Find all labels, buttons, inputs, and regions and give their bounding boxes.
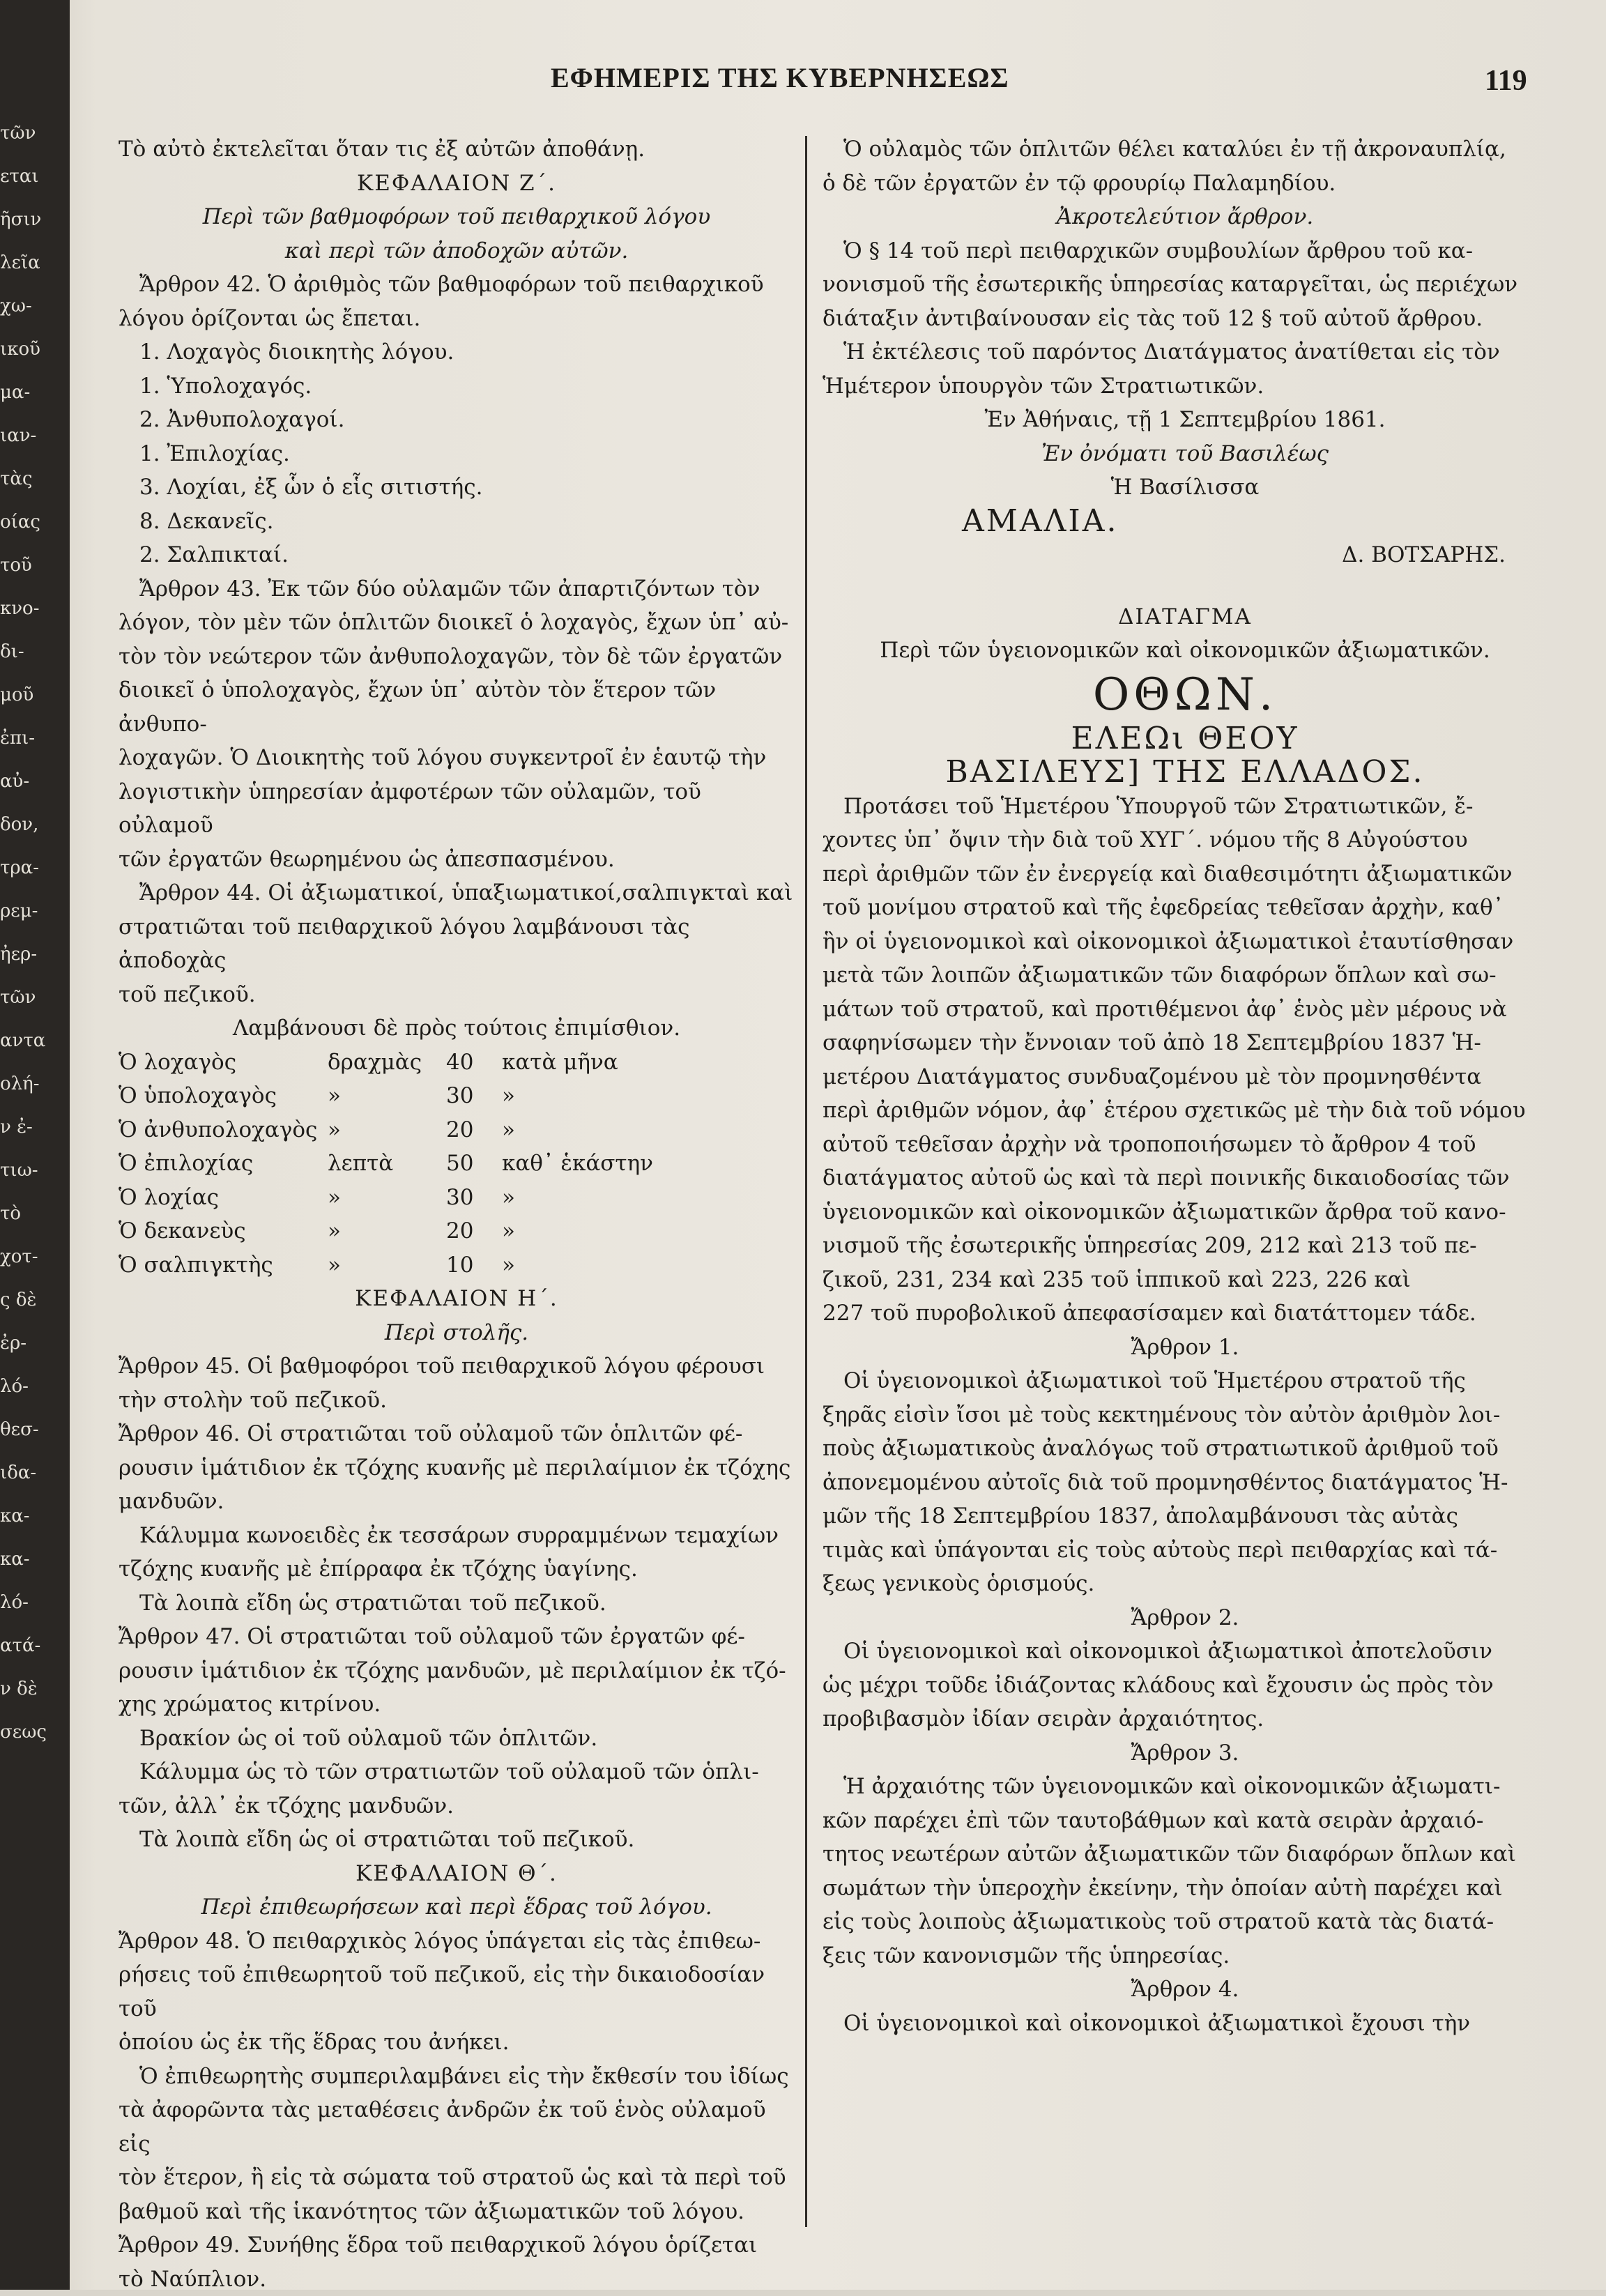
text-line: ζικοῦ, 231, 234 καὶ 235 τοῦ ἱππικοῦ καὶ 223, 226 καὶ — [823, 1263, 1547, 1297]
pay-intro: Λαμβάνουσι δὲ πρὸς τούτοις ἐπιμίσθιον. — [118, 1011, 795, 1046]
chapter-heading: ΚΕΦΑΛΑΙΟΝ Η΄. — [118, 1282, 795, 1316]
margin-fragment: χοτ- — [0, 1235, 49, 1278]
pay-amount: 30 — [446, 1079, 502, 1113]
text-line: μάτων τοῦ στρατοῦ, καὶ προτιθέμενοι ἀφ᾿ ἑνὸς μὲν μέρους νὰ — [823, 993, 1547, 1027]
article-text: Ἄρθρον 46. Οἱ στρατιῶται τοῦ οὐλαμοῦ τῶν ὁπλιτῶν φέ- — [118, 1417, 795, 1451]
text-line: τητος νεωτέρων αὐτῶν ἀξιωματικῶν τῶν διαφόρων ὅπλων καὶ — [823, 1837, 1547, 1872]
pay-rank: Ὁ ὑπολοχαγὸς — [118, 1079, 328, 1113]
margin-fragment: τιω- — [0, 1149, 49, 1192]
article-text: Ἄρθρον 44. Οἱ ἀξιωματικοί, ὑπαξιωματικοί,σαλπιγκταὶ καὶ — [118, 876, 795, 910]
pay-unit: » — [328, 1248, 446, 1283]
king-name: ΟΘΩΝ. — [823, 668, 1547, 722]
margin-fragment: κα- — [0, 1538, 49, 1581]
text-line: μῶν τῆς 18 Σεπτεμβρίου 1837, ἀπολαμβάνουσι τὰς αὐτὰς — [823, 1499, 1547, 1533]
grace-line: ΕΛΕΩι ΘΕΟΥ — [823, 722, 1547, 756]
margin-fragment: ολή- — [0, 1062, 49, 1105]
margin-fragment: ῆσιν — [0, 198, 49, 241]
article-heading: Ἄρθρον 1. — [823, 1331, 1547, 1365]
margin-fragment: ικοῦ — [0, 328, 49, 371]
article-text: ρουσιν ἱμάτιδιον ἐκ τζόχης μανδυῶν, μὲ περιλαίμιον ἐκ τζό- — [118, 1654, 795, 1688]
pay-period: κατὰ μῆνα — [502, 1046, 618, 1080]
margin-fragment: μοῦ — [0, 673, 49, 717]
article-text: τῶν, ἀλλ᾿ ἐκ τζόχης μανδυῶν. — [118, 1789, 795, 1823]
article-heading: Ἀκροτελεύτιον ἄρθρον. — [823, 200, 1547, 234]
pay-unit: » — [328, 1079, 446, 1113]
pay-row — [118, 1214, 795, 1248]
article-text: χης χρώματος κιτρίνου. — [118, 1687, 795, 1722]
pay-row — [118, 1181, 795, 1215]
pay-rank: Ὁ λοχίας — [118, 1181, 328, 1215]
article-text: Ἄρθρον 48. Ὁ πειθαρχικὸς λόγος ὑπάγεται εἰς τὰς ἐπιθεω- — [118, 1924, 795, 1959]
text-line: νισμοῦ τῆς ἐσωτερικῆς ὑπηρεσίας 209, 212 καὶ 213 τοῦ πε- — [823, 1229, 1547, 1263]
margin-fragment: τοῦ — [0, 544, 49, 587]
article-text: Ὁ ἐπιθεωρητὴς συμπεριλαμβάνει εἰς τὴν ἔκθεσίν του ἰδίως — [118, 2060, 795, 2094]
text-line: ξεις τῶν κανονισμῶν τῆς ὑπηρεσίας. — [823, 1939, 1547, 1973]
margin-fragment: λεῖα — [0, 241, 49, 284]
pay-rank: Ὁ σαλπιγκτὴς — [118, 1248, 328, 1283]
list-item: 1. Ἐπιλοχίας. — [118, 437, 795, 471]
chapter-heading: ΚΕΦΑΛΑΙΟΝ Ζ΄. — [118, 167, 795, 201]
chapter-subtitle: Περὶ ἐπιθεωρήσεων καὶ περὶ ἕδρας τοῦ λόγου. — [118, 1890, 795, 1924]
text-line: ποὺς ἀξιωματικοὺς ἀναλόγως τοῦ στρατιωτικοῦ ἀριθμοῦ τοῦ — [823, 1432, 1547, 1466]
margin-fragment: κνο- — [0, 587, 49, 630]
pay-rank: Ὁ λοχαγὸς — [118, 1046, 328, 1080]
pay-period: καθ᾿ ἑκάστην — [502, 1147, 653, 1181]
text-line: αὐτοῦ τεθεῖσαν ἀρχὴν νὰ τροποποιήσωμεν τὸ ἄρθρον 4 τοῦ — [823, 1128, 1547, 1162]
pay-amount: 50 — [446, 1147, 502, 1181]
margin-fragment: αὐ- — [0, 760, 49, 803]
pay-amount: 20 — [446, 1113, 502, 1147]
text-line: Τὸ αὐτὸ ἐκτελεῖται ὅταν τις ἐξ αὐτῶν ἀποθάνῃ. — [118, 132, 795, 167]
article-text: ρήσεις τοῦ ἐπιθεωρητοῦ τοῦ πεζικοῦ, εἰς τὴν δικαιοδοσίαν τοῦ — [118, 1958, 795, 2026]
text-line: Οἱ ὑγειονομικοὶ καὶ οἰκονομικοὶ ἀξιωματικοὶ ἔχουσι τὴν — [823, 2007, 1547, 2041]
margin-fragment: ν ἐ- — [0, 1105, 49, 1149]
article-text: τὸ Ναύπλιον. — [118, 2263, 795, 2296]
article-text: λοχαγῶν. Ὁ Διοικητὴς τοῦ λόγου συγκεντροῖ ἐν ἑαυτῷ τὴν — [118, 741, 795, 775]
basileus-line: ΒΑΣΙΛΕΥΣ] ΤΗΣ ΕΛΛΑΔΟΣ. — [823, 756, 1547, 790]
article-text: Κάλυμμα κωνοειδὲς ἐκ τεσσάρων συρραμμένων τεμαχίων — [118, 1519, 795, 1553]
text-line: χοντες ὑπ᾿ ὄψιν τὴν διὰ τοῦ ΧΥΓ΄. νόμου τῆς 8 Αὐγούστου — [823, 823, 1547, 857]
chapter-subtitle: Περὶ τῶν βαθμοφόρων τοῦ πειθαρχικοῦ λόγου — [118, 200, 795, 234]
pay-rank: Ὁ ἀνθυπολοχαγὸς — [118, 1113, 328, 1147]
article-text: Κάλυμμα ὡς τὸ τῶν στρατιωτῶν τοῦ οὐλαμοῦ τῶν ὁπλι- — [118, 1755, 795, 1789]
decree-title: ΔΙΑΤΑΓΜΑ — [823, 600, 1547, 634]
page-number: 119 — [1485, 64, 1527, 98]
margin-fragment: ἠερ- — [0, 933, 49, 976]
article-text: τὰ ἀφορῶντα τὰς μεταθέσεις ἀνδρῶν ἐκ τοῦ ἑνὸς οὐλαμοῦ εἰς — [118, 2093, 795, 2161]
text-line: Προτάσει τοῦ Ἡμετέρου Ὑπουργοῦ τῶν Στρατιωτικῶν, ἔ- — [823, 790, 1547, 824]
text-line: τιμὰς καὶ ὑπάγονται εἰς τοὺς αὐτοὺς περὶ πειθαρχίας καὶ τά- — [823, 1533, 1547, 1568]
article-text: στρατιῶται τοῦ πειθαρχικοῦ λόγου λαμβάνουσι τὰς ἀποδοχὰς — [118, 910, 795, 978]
article-text: Ἄρθρον 42. Ὁ ἀριθμὸς τῶν βαθμοφόρων τοῦ πειθαρχικοῦ — [118, 268, 795, 302]
pay-period: » — [502, 1214, 515, 1248]
pay-period: » — [502, 1079, 515, 1113]
pay-unit: » — [328, 1214, 446, 1248]
pay-unit: δραχμὰς — [328, 1046, 446, 1080]
pay-rank: Ὁ ἐπιλοχίας — [118, 1147, 328, 1181]
article-text: τὸν ἕτερον, ἢ εἰς τὰ σώματα τοῦ στρατοῦ ὡς καὶ τὰ περὶ τοῦ — [118, 2161, 795, 2195]
signature-line: Ἡ Βασίλισσα — [823, 470, 1547, 505]
list-item: 1. Λοχαγὸς διοικητὴς λόγου. — [118, 335, 795, 369]
pay-amount: 30 — [446, 1181, 502, 1215]
article-text: τοῦ πεζικοῦ. — [118, 978, 795, 1012]
text-line: 227 τοῦ πυροβολικοῦ ἀπεφασίσαμεν καὶ διατάττομεν τάδε. — [823, 1296, 1547, 1331]
margin-fragment: εται — [0, 155, 49, 198]
margin-fragment: ατά- — [0, 1624, 49, 1667]
list-item: 2. Ἀνθυπολοχαγοί. — [118, 403, 795, 437]
decree-subtitle: Περὶ τῶν ὑγειονομικῶν καὶ οἰκονομικῶν ἀξιωματικῶν. — [823, 634, 1547, 668]
right-column — [823, 132, 1547, 2040]
margin-fragment: οίας — [0, 500, 49, 544]
left-page-fragment — [0, 0, 70, 2290]
text-line: ὁ δὲ τῶν ἐργατῶν ἐν τῷ φρουρίῳ Παλαμηδίου. — [823, 167, 1547, 201]
pay-amount: 40 — [446, 1046, 502, 1080]
signature-queen: ΑΜΑΛΙΑ. — [962, 505, 1119, 539]
left-margin-text — [0, 112, 49, 1754]
left-column — [118, 132, 795, 2296]
chapter-heading: ΚΕΦΑΛΑΙΟΝ Θ΄. — [118, 1857, 795, 1891]
pay-rank: Ὁ δεκανεὺς — [118, 1214, 328, 1248]
text-line: σωμάτων τὴν ὑπεροχὴν ἐκείνην, τὴν ὁποίαν αὐτὴ παρέχει καὶ — [823, 1872, 1547, 1906]
text-line: νονισμοῦ τῆς ἐσωτερικῆς ὑπηρεσίας καταργεῖται, ὡς περιέχων — [823, 268, 1547, 302]
article-text: μανδυῶν. — [118, 1485, 795, 1519]
pay-unit: λεπτὰ — [328, 1147, 446, 1181]
margin-fragment: τῶν — [0, 112, 49, 155]
chapter-subtitle: Περὶ στολῆς. — [118, 1316, 795, 1350]
article-text: Τὰ λοιπὰ εἴδη ὡς οἱ στρατιῶται τοῦ πεζικοῦ. — [118, 1823, 795, 1857]
article-text: Ἄρθρον 43. Ἐκ τῶν δύο οὐλαμῶν τῶν ἀπαρτιζόντων τὸν — [118, 572, 795, 606]
article-heading: Ἄρθρον 3. — [823, 1736, 1547, 1770]
article-text: Ἄρθρον 47. Οἱ στρατιῶται τοῦ οὐλαμοῦ τῶν ἐργατῶν φέ- — [118, 1620, 795, 1654]
pay-amount: 10 — [446, 1248, 502, 1283]
margin-fragment: τὸ — [0, 1192, 49, 1235]
pay-period: » — [502, 1181, 515, 1215]
list-item: 1. Ὑπολοχαγός. — [118, 369, 795, 404]
margin-fragment: σεως — [0, 1710, 49, 1754]
pay-table — [118, 1046, 795, 1283]
margin-fragment: ιδα- — [0, 1451, 49, 1494]
margin-fragment: τὰς — [0, 457, 49, 500]
pay-unit: » — [328, 1181, 446, 1215]
signatures — [823, 505, 1547, 539]
margin-fragment: τῶν — [0, 976, 49, 1019]
text-line: ξεως γενικοὺς ὁρισμούς. — [823, 1567, 1547, 1601]
running-header: ΕΦΗΜΕΡΙΣ ΤΗΣ ΚΥΒΕΡΝΗΣΕΩΣ — [551, 61, 1053, 94]
text-line: Ὁ § 14 τοῦ περὶ πειθαρχικῶν συμβουλίων ἄρθρου τοῦ κα- — [823, 234, 1547, 268]
text-line: διάταξιν ἀντιβαίνουσαν εἰς τὰς τοῦ 12 § τοῦ αὐτοῦ ἄρθρου. — [823, 302, 1547, 336]
margin-fragment: λό- — [0, 1365, 49, 1408]
pay-row — [118, 1079, 795, 1113]
margin-fragment: ρεμ- — [0, 889, 49, 933]
article-text: τῶν ἐργατῶν θεωρημένου ὡς ἀπεσπασμένου. — [118, 843, 795, 877]
text-line: περὶ ἀριθμῶν τῶν ἐν ἐνεργείᾳ καὶ διαθεσιμότητι ἀξιωματικῶν — [823, 857, 1547, 891]
article-text: τὴν στολὴν τοῦ πεζικοῦ. — [118, 1384, 795, 1418]
article-text: Τὰ λοιπὰ εἴδη ὡς στρατιῶται τοῦ πεζικοῦ. — [118, 1586, 795, 1621]
margin-fragment: θεσ- — [0, 1408, 49, 1451]
pay-row — [118, 1147, 795, 1181]
text-line: Οἱ ὑγειονομικοὶ καὶ οἰκονομικοὶ ἀξιωματικοὶ ἀποτελοῦσιν — [823, 1635, 1547, 1669]
article-text: διοικεῖ ὁ ὑπολοχαγὸς, ἔχων ὑπ᾿ αὐτὸν τὸν ἕτερον τῶν ἀνθυπο- — [118, 673, 795, 741]
text-line: μετὰ τῶν λοιπῶν ἀξιωματικῶν τῶν διαφόρων ὅπλων καὶ σω- — [823, 958, 1547, 993]
text-line: Ὁ οὐλαμὸς τῶν ὁπλιτῶν θέλει καταλύει ἐν τῇ ἀκροναυπλίᾳ, — [823, 132, 1547, 167]
text-line: εἰς τοὺς λοιποὺς ἀξιωματικοὺς τοῦ στρατοῦ κατὰ τὰς διατά- — [823, 1905, 1547, 1939]
list-item: 2. Σαλπικταί. — [118, 538, 795, 572]
text-line: Ἡ ἐκτέλεσις τοῦ παρόντος Διατάγματος ἀνατίθεται εἰς τὸν — [823, 335, 1547, 369]
pay-amount: 20 — [446, 1214, 502, 1248]
article-text: τζόχης κυανῆς μὲ ἐπίρραφα ἐκ τζόχης ὑαγίνης. — [118, 1552, 795, 1586]
pay-row — [118, 1248, 795, 1283]
text-line: τοῦ μονίμου στρατοῦ καὶ τῆς ἐφεδρείας τεθεῖσαν ἀρχὴν, καθ᾿ — [823, 891, 1547, 925]
list-item: 3. Λοχίαι, ἐξ ὧν ὁ εἷς σιτιστής. — [118, 470, 795, 505]
margin-fragment: δον, — [0, 803, 49, 846]
article-text: τὸν τὸν νεώτερον τῶν ἀνθυπολοχαγῶν, τὸν δὲ τῶν ἐργατῶν — [118, 640, 795, 674]
pay-row — [118, 1046, 795, 1080]
article-text: λόγον, τὸν μὲν τῶν ὁπλιτῶν διοικεῖ ὁ λοχαγὸς, ἔχων ὑπ᾿ αὐ- — [118, 606, 795, 640]
article-text: Ἄρθρον 45. Οἱ βαθμοφόροι τοῦ πειθαρχικοῦ λόγου φέρουσι — [118, 1349, 795, 1384]
article-heading: Ἄρθρον 4. — [823, 1973, 1547, 2007]
text-line: κῶν παρέχει ἐπὶ τῶν ταυτοβάθμων καὶ κατὰ σειρὰν ἀρχαιό- — [823, 1804, 1547, 1838]
spacer — [823, 572, 1547, 600]
text-line: περὶ ἀριθμῶν νόμον, ἀφ᾿ ἑτέρου σχετικῶς μὲ τὴν διὰ τοῦ νόμου — [823, 1094, 1547, 1128]
column-divider — [805, 136, 807, 2227]
margin-fragment: ς δὲ — [0, 1278, 49, 1322]
margin-fragment: ν δὲ — [0, 1667, 49, 1710]
list-item: 8. Δεκανεῖς. — [118, 505, 795, 539]
text-line: διατάγματος αὐτοῦ ὡς καὶ τὰ περὶ ποινικῆς δικαιοδοσίας τῶν — [823, 1161, 1547, 1195]
pay-row — [118, 1113, 795, 1147]
margin-fragment: ἐρ- — [0, 1322, 49, 1365]
pay-period: » — [502, 1248, 515, 1283]
text-line: σαφηνίσωμεν τὴν ἔννοιαν τοῦ ἀπὸ 18 Σεπτεμβρίου 1837 Ἡ- — [823, 1026, 1547, 1060]
article-heading: Ἄρθρον 2. — [823, 1601, 1547, 1635]
article-text: ὁποίου ὡς ἐκ τῆς ἕδρας του ἀνήκει. — [118, 2026, 795, 2060]
margin-fragment: ἐπι- — [0, 717, 49, 760]
text-line: ἣν οἱ ὑγειονομικοὶ καὶ οἰκονομικοὶ ἀξιωματικοὶ ἐταυτίσθησαν — [823, 925, 1547, 959]
margin-fragment: κα- — [0, 1494, 49, 1538]
text-line: ὡς μέχρι τοῦδε ἰδιάζοντας κλάδους καὶ ἔχουσιν ὡς πρὸς τὸν — [823, 1669, 1547, 1703]
text-line: Ἡμέτερον ὑπουργὸν τῶν Στρατιωτικῶν. — [823, 369, 1547, 404]
margin-fragment: αντα — [0, 1019, 49, 1062]
article-text: Βρακίον ὡς οἱ τοῦ οὐλαμοῦ τῶν ὁπλιτῶν. — [118, 1722, 795, 1756]
text-line: Ἡ ἀρχαιότης τῶν ὑγειονομικῶν καὶ οἰκονομικῶν ἀξιωματι- — [823, 1770, 1547, 1804]
article-text: λογιστικὴν ὑπηρεσίαν ἀμφοτέρων τῶν οὐλαμῶν, τοῦ οὐλαμοῦ — [118, 775, 795, 843]
article-text: Ἄρθρον 49. Συνήθης ἕδρα τοῦ πειθαρχικοῦ λόγου ὁρίζεται — [118, 2228, 795, 2263]
text-line: ὑγειονομικῶν καὶ οἰκονομικῶν ἀξιωματικῶν ἄρθρα τοῦ κανο- — [823, 1195, 1547, 1230]
chapter-subtitle: καὶ περὶ τῶν ἀποδοχῶν αὐτῶν. — [118, 234, 795, 268]
signatures — [823, 538, 1547, 572]
text-line: Οἱ ὑγειονομικοὶ ἀξιωματικοὶ τοῦ Ἡμετέρου στρατοῦ τῆς — [823, 1364, 1547, 1398]
decree-date: Ἐν Ἀθήναις, τῇ 1 Σεπτεμβρίου 1861. — [823, 403, 1547, 437]
article-text: βαθμοῦ καὶ τῆς ἱκανότητος τῶν ἀξιωματικῶν τοῦ λόγου. — [118, 2195, 795, 2229]
margin-fragment: μα- — [0, 371, 49, 414]
margin-fragment: δι- — [0, 630, 49, 673]
margin-fragment: τρα- — [0, 846, 49, 889]
article-text: ρουσιν ἱμάτιδιον ἐκ τζόχης κυανῆς μὲ περιλαίμιον ἐκ τζόχης — [118, 1451, 795, 1485]
signature-line: Ἐν ὀνόματι τοῦ Βασιλέως — [823, 437, 1547, 471]
article-text: λόγου ὁρίζονται ὡς ἔπεται. — [118, 302, 795, 336]
pay-period: » — [502, 1113, 515, 1147]
text-line: ἀπονεμομένου αὐτοῖς διὰ τοῦ προμνησθέντος διατάγματος Ἡ- — [823, 1466, 1547, 1500]
signature-minister: Δ. ΒΟΤΣΑΡΗΣ. — [1342, 538, 1506, 572]
pay-unit: » — [328, 1113, 446, 1147]
margin-fragment: χω- — [0, 284, 49, 328]
text-line: ξηρᾶς εἰσὶν ἴσοι μὲ τοὺς κεκτημένους τὸν αὐτὸν ἀριθμὸν λοι- — [823, 1398, 1547, 1432]
text-line: μετέρου Διατάγματος συνδυαζομένου μὲ τὸν προμνησθέντα — [823, 1060, 1547, 1094]
margin-fragment: λό- — [0, 1581, 49, 1624]
margin-fragment: ιαν- — [0, 414, 49, 457]
text-line: προβιβασμὸν ἰδίαν σειρὰν ἀρχαιότητος. — [823, 1702, 1547, 1736]
